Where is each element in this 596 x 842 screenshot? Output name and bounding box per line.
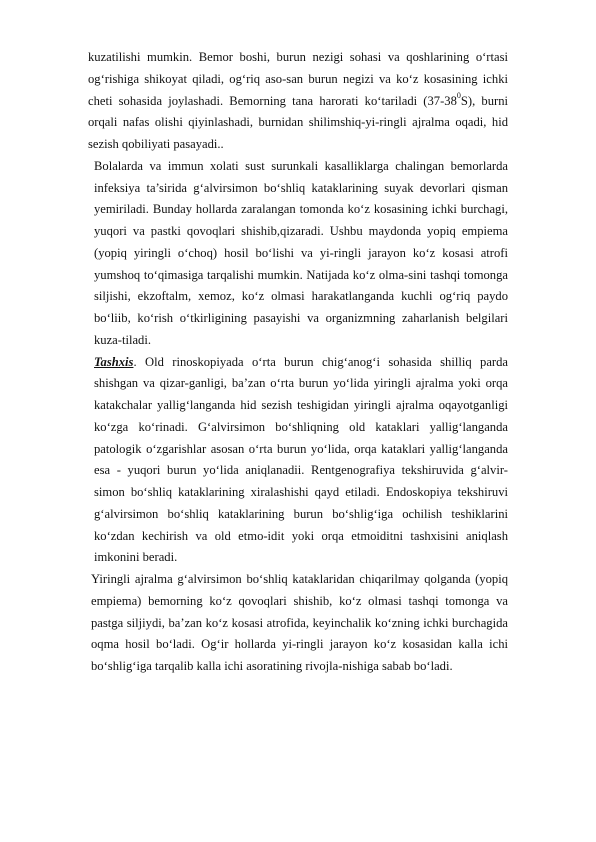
paragraph-symptoms <box>88 47 508 156</box>
degree-superscript: 0 <box>456 91 461 101</box>
paragraph-text: Bolalarda va immun xolati sust surunkali kasalliklarga chalingan bemorlarda infeksiya ta’sirida g‘alvirsimon bo‘shliq kataklarining suyak devorlari qisman yemiriladi. Bunday hollarda zaralangan tomonda ko‘z kosasining ichki burchagi, yuqori va pastki qovoqlari shishib,qizaradi. Ushbu maydonda yopiq empiema (yopiq yiringli o‘choq) hosil bo‘lishi va yi-ringli jarayon ko‘z kosasi atrofi yumshoq to‘qimasiga tarqalishi mumkin. Natijada ko‘z olma-sini tashqi tomonga siljishi, ekzoftalm, xemoz, ko‘z olmasi harakatlanganda kuchli og‘riq paydo bo‘liib, ko‘rish o‘tkirligining pasayishi va organizmning zaharlanish belgilari kuza-tiladi. <box>94 158 508 347</box>
diagnosis-term: Tashxis <box>94 354 134 369</box>
document-body <box>88 47 508 678</box>
paragraph-diagnosis <box>88 352 508 570</box>
paragraph-text: S), burni orqali nafas olishi qiyinlashadi, burnidan shilimshiq-yi-ringli ajralma oqadi, hid sezish qobiliyati pasayadi.. <box>88 93 508 151</box>
paragraph-empyema <box>88 569 508 678</box>
paragraph-text: kuzatilishi mumkin. Bemor boshi, burun nezigi sohasi va qoshlarining o‘rtasi og‘rishiga shikoyat qiladi, og‘riq aso-san burun negizi va ko‘z kosasining ichki cheti sohasida joylashadi. Bemorning tana harorati ko‘tariladi (37-38 <box>88 50 508 108</box>
paragraph-text: Yiringli ajralma g‘alvirsimon bo‘shliq kataklaridan chiqarilmay qolganda (yopiq empiema) bemorning ko‘z qovoqlari shishib, ko‘z olmasi tashqi tomonga va pastga siljiydi, ba’zan ko‘z kosasi atrofida, keyinchalik ko‘zning ichki burchagida oqma hosil bo‘ladi. Og‘ir hollarda yi-ringli jarayon ko‘z kosasidan kalla ichi bo‘shlig‘iga tarqalib kalla ichi asoratining rivojla-nishiga sabab bo‘ladi. <box>91 572 508 673</box>
paragraph-children-complications <box>88 156 508 352</box>
paragraph-text: . Old rinoskopiyada o‘rta burun chig‘anog‘i sohasida shilliq parda shishgan va qizar-ganligi, ba’zan o‘rta burun yo‘lida yiringli ajralma yoki orqa katakchalar yallig‘langanda hid sezish teshigidan yiringli ajralma oqayotganligi ko‘zga ko‘rinadi. G‘alvirsimon bo‘shliqning old kataklari yallig‘langanda patologik o‘zgarishlar asosan o‘rta burun yo‘lida, orqa kataklari yallig‘langanda esa - yuqori burun yo‘lida aniqlanadii. Rentgenografiya tekshiruvida g‘alvir-simon bo‘shliq kataklarining xiralashishi qayd etiladi. Endoskopiya tekshiruvi g‘alvirsimon bo‘shliq kataklarining burun bo‘shlig‘iga ochilish teshiklarini ko‘zdan kechirish va old etmo-idit yoki orqa etmoiditni tashxisini aniqlash imkonini beradi. <box>94 354 508 565</box>
